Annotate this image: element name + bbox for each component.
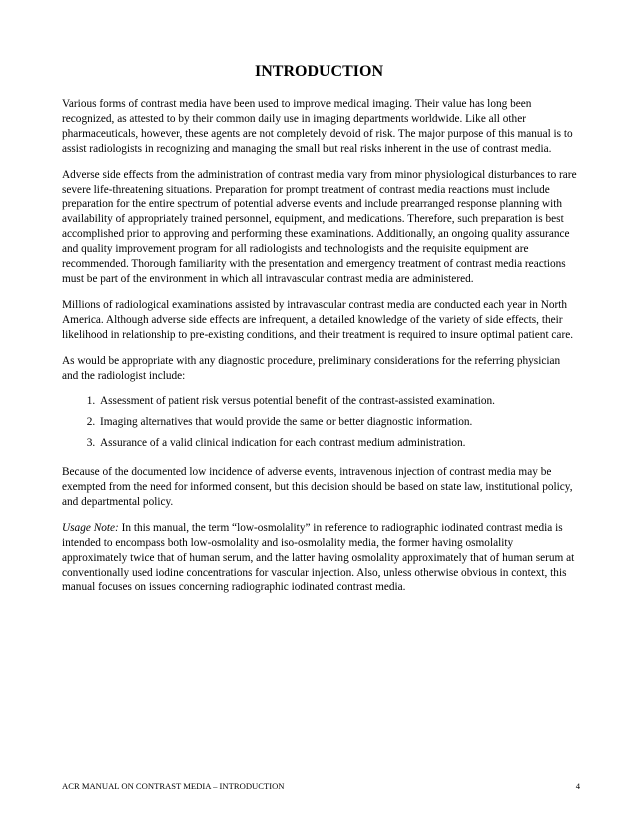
document-body (62, 97, 578, 606)
page-title: INTRODUCTION (254, 63, 383, 80)
paragraph-informed-consent: Because of the documented low incidence of adverse events, intravenous injection of contrast media may be exempted from the need for informed consent, but this decision should be based on state law, institutional policy, and departmental policy. (62, 466, 573, 508)
paragraph-preliminary-considerations: As would be appropriate with any diagnostic procedure, preliminary considerations for the referring physician and the radiologist include: (62, 354, 561, 382)
considerations-list (62, 394, 578, 451)
paragraph-purpose: Various forms of contrast media have been used to improve medical imaging. Their value has long been recognized, as attested to by their common daily use in imaging departments worldwide. Like all other pharmaceuticals, however, these agents are not completely devoid of risk. The major purpose of this manual is to assist radiologists in recognizing and managing the small but real risks inherent in the use of contrast media. (62, 98, 573, 155)
list-item: 2. Imaging alternatives that would provide the same or better diagnostic information. (98, 415, 578, 430)
footer-page-number: 4 (575, 781, 580, 791)
usage-note-text: In this manual, the term “low-osmolality” in reference to radiographic iodinated contrast media is intended to encompass both low-osmolality and iso-osmolality media, the former having osmolality approximately twice that of human serum, and the latter having osmolality approximately that of human serum at conventionally used iodine concentrations for vascular injection. Also, unless otherwise obvious in context, this manual focuses on issues concerning radiographic iodinated contrast media. (62, 521, 575, 594)
list-item: 3. Assurance of a valid clinical indication for each contrast medium administration. (98, 436, 578, 451)
footer-running-title: ACR MANUAL ON CONTRAST MEDIA – INTRODUCTION (62, 781, 285, 791)
paragraph-examination-volume: Millions of radiological examinations assisted by intravascular contrast media are conducted each year in North America. Although adverse side effects are infrequent, a detailed knowledge of the variety of side effects, their likelihood in relationship to pre-existing conditions, and their treatment is required to insure optimal patient care. (62, 298, 574, 341)
paragraph-adverse-effects: Adverse side effects from the administration of contrast media vary from minor physiological disturbances to rare severe life-threatening situations. Preparation for prompt treatment of contrast media reactions must include preparation for the entire spectrum of potential adverse events and include prearranged response planning with availability of appropriately trained personnel, equipment, and medications. Therefore, such preparation is best accomplished prior to approving and performing these examinations. Additionally, an ongoing quality assurance and quality improvement program for all radiologists and technologists and the requisite equipment are recommended. Thorough familiarity with the presentation and emergency treatment of contrast media reactions must be part of the environment in which all intravascular contrast media are administered. (62, 168, 577, 285)
usage-note (62, 521, 578, 596)
list-item: 1. Assessment of patient risk versus potential benefit of the contrast-assisted examination. (98, 394, 578, 409)
usage-note-label: Usage Note: (62, 521, 119, 534)
page-footer (62, 780, 580, 792)
